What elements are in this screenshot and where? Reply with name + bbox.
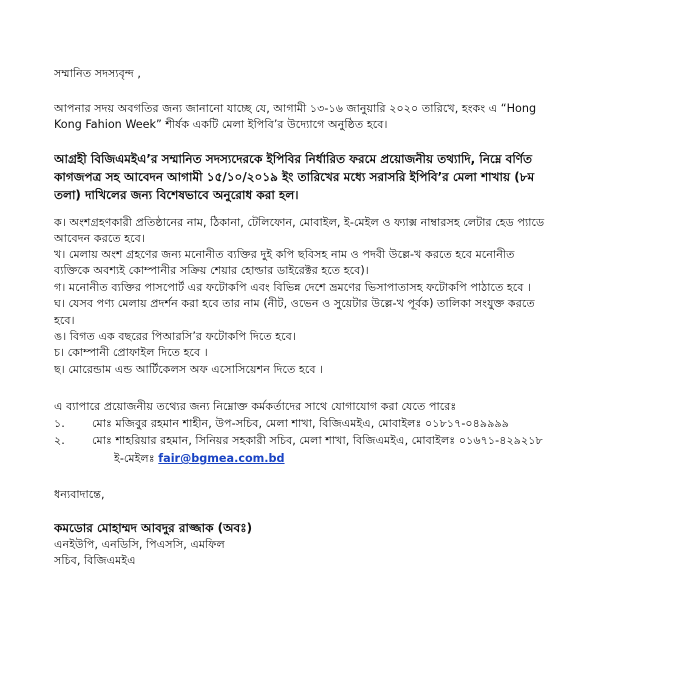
contact-line: মোঃ শাহরিয়ার রহমান, সিনিয়র সহকারী সচিব, মেলা শাখা, বিজিএমইএ, মোবাইলঃ ০১৬৭১-৪২৯২১৮ xyxy=(92,434,543,447)
list-item: খ। মেলায় অংশ গ্রহণের জন্য মনোনীত ব্যক্তির দুই কপি ছবিসহ নাম ও পদবী উল্লে-খ করতে হবে মনোনীত xyxy=(54,248,515,261)
contact-line: মোঃ মজিবুর রহমান শাহীন, উপ-সচিব, মেলা শাখা, বিজিএমইএ, মোবাইলঃ ০১৮১৭-০৪৯৯৯৯ xyxy=(92,417,509,430)
request-line-2: কাগজপত্র সহ আবেদন আগামী ১৫/১০/২০১৯ ইং তারিখের মধ্যে সরাসরি ইপিবি’র মেলা শাখায় (৮ম xyxy=(54,170,535,184)
list-item: আবেদন করতে হবে। xyxy=(54,232,145,245)
list-item: হবে। xyxy=(54,314,75,327)
signer-titles: এনইউপি, এনডিসি, পিএসসি, এমফিল xyxy=(54,538,225,551)
contact-intro: এ ব্যাপারে প্রয়োজনীয় তথ্যের জন্য নিম্নোক্ত কর্মকর্তাদের সাথে যোগাযোগ করা যেতে পারেঃ xyxy=(54,400,457,413)
list-item: ক। অংশগ্রহণকারী প্রতিষ্ঠানের নাম, ঠিকানা, টেলিফোন, মোবাইল, ই-মেইল ও ফ্যাক্স নাম্বারসহ লেটার হেড প্যাডে xyxy=(54,216,545,229)
list-item: গ। মনোনীত ব্যক্তির পাসপোর্ট এর ফটোকপি এবং বিভিন্ন দেশে ভ্রমণের ভিসাপাতাসহ ফটোকপি পাঠাতে হবে । xyxy=(54,281,532,294)
email-label: ই-মেইলঃ xyxy=(114,452,155,465)
signer-role: সচিব, বিজিএমইএ xyxy=(54,554,136,567)
intro-line-1: আপনার সদয় অবগতির জন্য জানানো যাচ্ছে যে, আগামী ১৩-১৬ জানুয়ারি ২০২০ তারিখে, হংকং এ “Hong xyxy=(54,102,537,115)
list-item: চ। কোম্পানী প্রোফাইল দিতে হবে । xyxy=(54,346,208,359)
request-line-3: তলা) দাখিলের জন্য বিশেষভাবে অনুরোধ করা হল। xyxy=(54,188,299,202)
signer-name: কমডোর মোহাম্মদ আবদুর রাজ্জাক (অবঃ) xyxy=(54,521,253,535)
request-line-1: আগ্রহী বিজিএমইএ’র সম্মানিত সদস্যদেরকে ইপিবির নির্ধারিত ফরমে প্রয়োজনীয় তথ্যাদি, নিম্নে বর্ণিত xyxy=(54,152,533,166)
email-link[interactable]: fair@bgmea.com.bd xyxy=(158,452,285,465)
contact-number: ১. xyxy=(54,417,65,430)
salutation: সম্মানিত সদস্যবৃন্দ , xyxy=(54,67,141,80)
closing: ধন্যবাদান্তে, xyxy=(54,488,105,501)
intro-line-2: Kong Fahion Week” শীর্ষক একটি মেলা ইপিবি’র উদ্যোগে অনুষ্ঠিত হবে। xyxy=(54,118,388,131)
list-item: ঘ। যেসব পণ্য মেলায় প্রদর্শন করা হবে তার নাম (নীট, ওভেন ও সুয়েটার উল্লে-খ পূর্বক) তালিকা সংযুক্ত করতে xyxy=(54,297,535,310)
email-row xyxy=(114,451,414,466)
contact-number: ২. xyxy=(54,434,65,447)
list-item: ঙ। বিগত এক বছরের পিআরসি’র ফটোকপি দিতে হবে। xyxy=(54,330,296,343)
list-item: ব্যক্তিকে অবশ্যই কোম্পানীর সক্রিয় শেয়ার হোল্ডার ডাইরেক্টর হতে হবে)। xyxy=(54,264,369,277)
list-item: ছ। মোরেন্ডাম এন্ড আর্টিকেলস অফ এসোসিয়েশন দিতে হবে । xyxy=(54,363,324,376)
